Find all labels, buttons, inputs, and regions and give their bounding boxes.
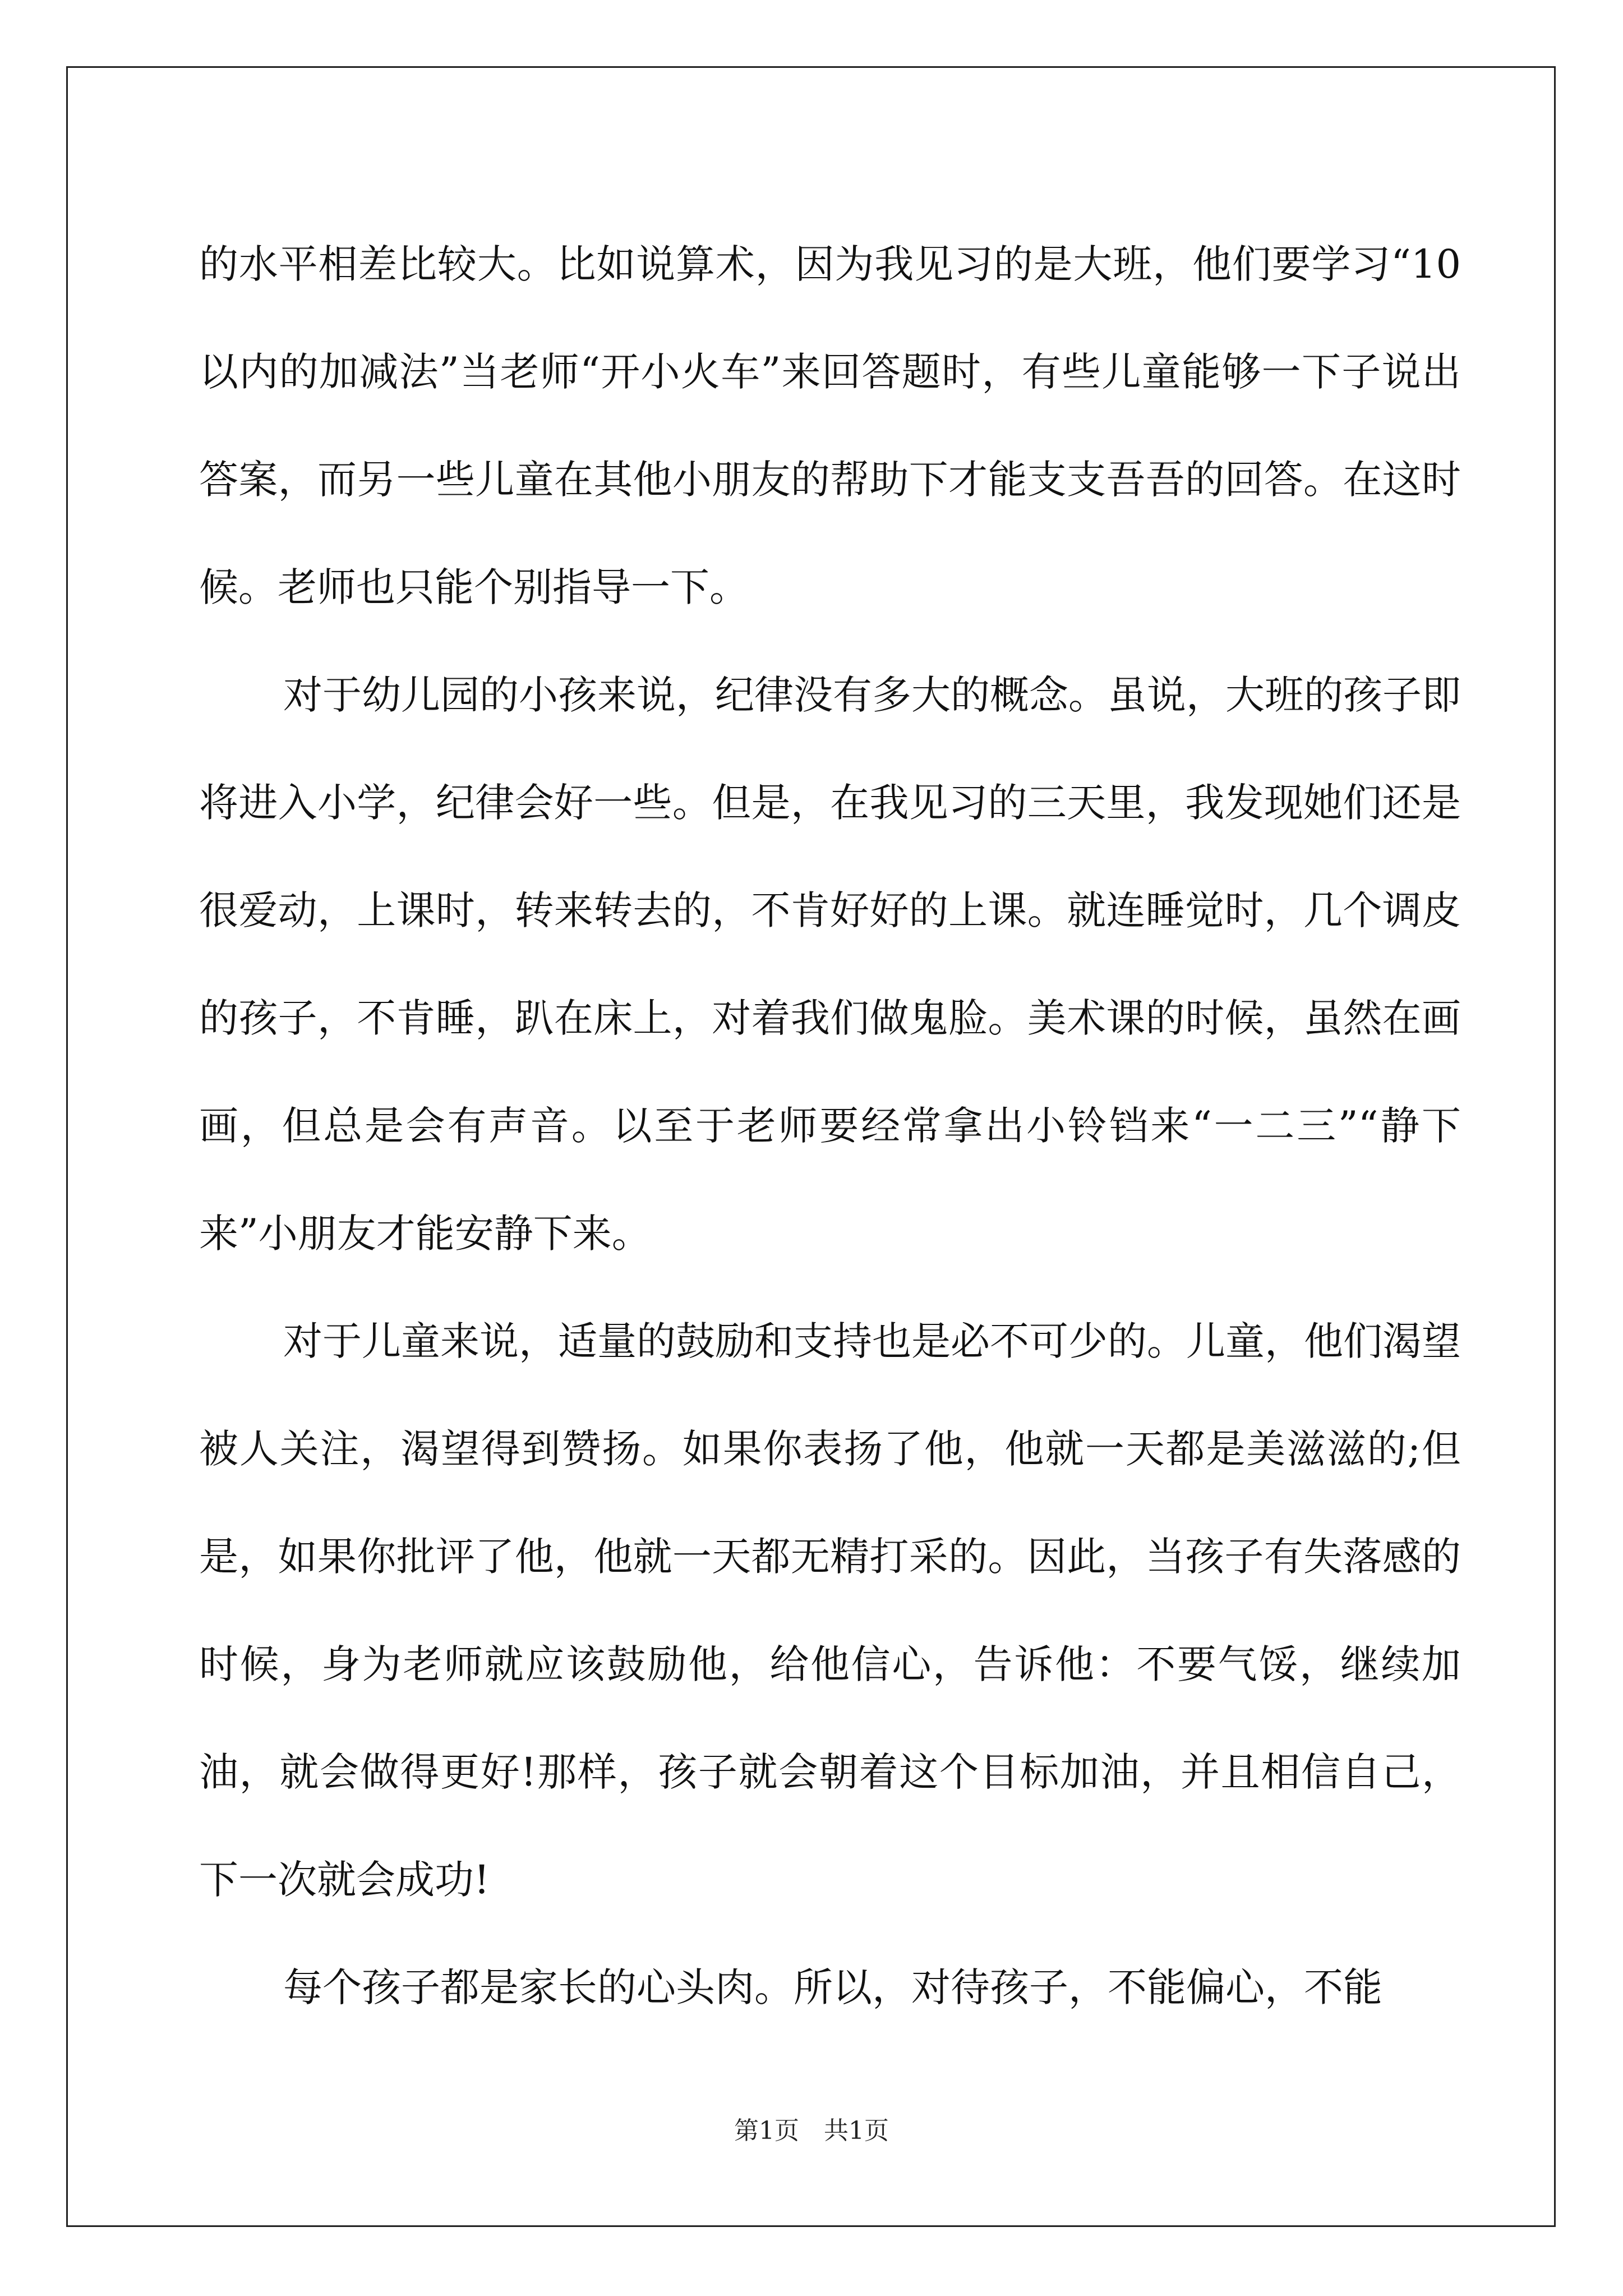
document-body (199, 210, 1461, 2041)
paragraph-encouragement: 对于儿童来说，适量的鼓励和支持也是必不可少的。儿童，他们渴望被人关注，渴望得到赞扬。如果你表扬了他，他就一天都是美滋滋的;但是，如果你批评了他，他就一天都无精打采的。因此，当孩子有失落感的时候，身为老师就应该鼓励他，给他信心，告诉他：不要气馁，继续加油，就会做得更好!那样，孩子就会朝着这个目标加油，并且相信自己，下一次就会成功! (199, 1318, 1461, 1903)
paragraph-fairness: 每个孩子都是家长的心头肉。所以，对待孩子，不能偏心，不能 (283, 1964, 1382, 2010)
paragraph-continued: 的水平相差比较大。比如说算术，因为我见习的是大班，他们要学习“10以内的加减法”当老师“开小火车”来回答题时，有些儿童能够一下子说出答案，而另一些儿童在其他小朋友的帮助下才能支支吾吾的回答。在这时候。老师也只能个别指导一下。 (199, 241, 1461, 610)
paragraph-discipline: 对于幼儿园的小孩来说，纪律没有多大的概念。虽说，大班的孩子即将进入小学，纪律会好一些。但是，在我见习的三天里，我发现她们还是很爱动，上课时，转来转去的，不肯好好的上课。就连睡觉时，几个调皮的孩子，不肯睡，趴在床上，对着我们做鬼脸。美术课的时候，虽然在画画，但总是会有声音。以至于老师要经常拿出小铃铛来“一二三”“静下来”小朋友才能安静下来。 (199, 672, 1461, 1257)
page-number-footer: 第1页 共1页 (734, 2116, 889, 2145)
